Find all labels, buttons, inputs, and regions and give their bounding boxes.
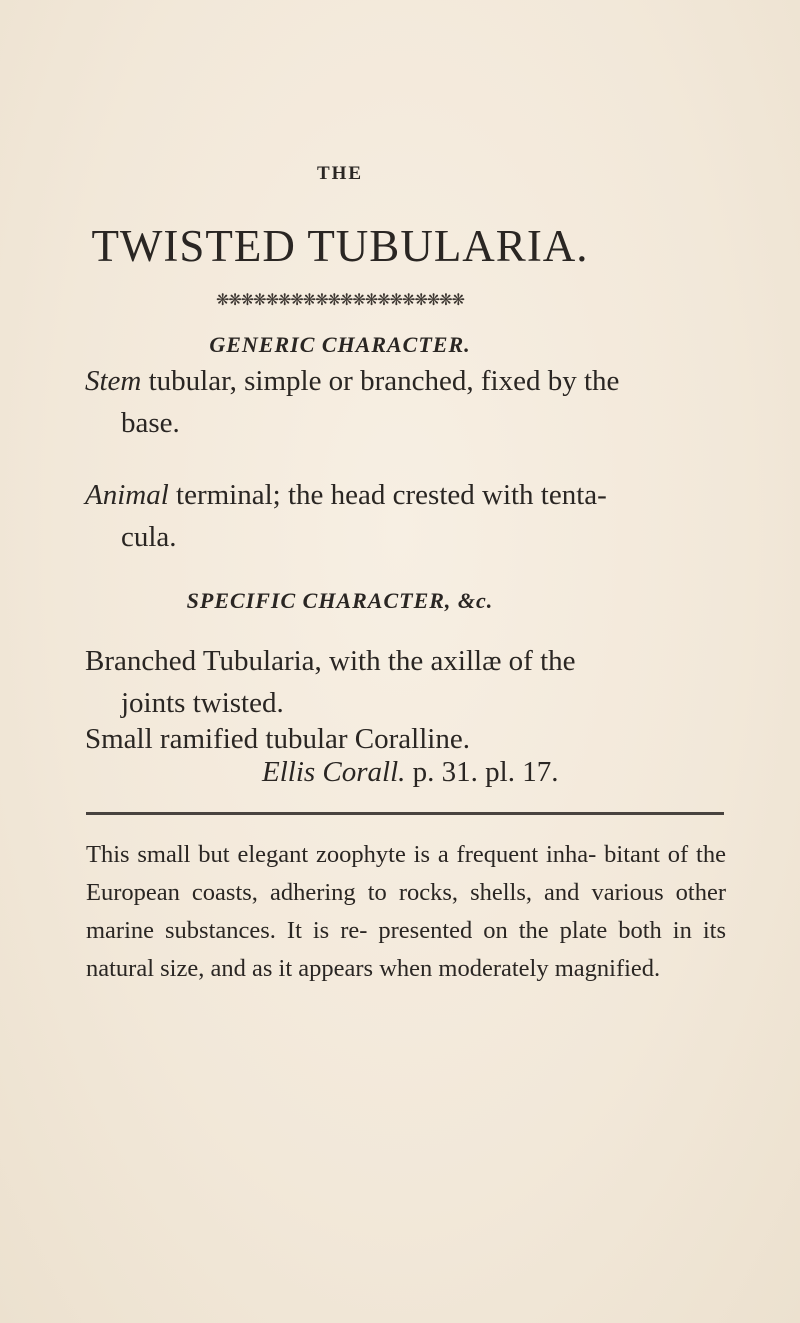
- heading-the: THE: [316, 163, 364, 184]
- stem-text-line2: base.: [121, 407, 180, 439]
- stem-text-line1: tubular, simple or branched, fixed by the: [141, 365, 620, 397]
- animal-term: Animal: [85, 479, 169, 511]
- animal-text-line2: cula.: [121, 521, 177, 553]
- stem-description: [85, 360, 725, 444]
- description-paragraph: This small but elegant zoophyte is a frequent inha- bitant of the European coasts, adhering to rocks, shells, and various other marine substances. It is re- presented on the plate both in its natural size, and as it appears when moderately magnified.: [86, 841, 726, 982]
- ellis-plate-ref: p. 31. pl. 17.: [405, 756, 559, 788]
- small-coralline-description: Small ramified tubular Coralline.: [85, 723, 470, 755]
- stem-term: Stem: [85, 365, 142, 397]
- ellis-reference: [262, 756, 558, 789]
- animal-description: [85, 474, 725, 558]
- page-title: TWISTED TUBULARIA.: [91, 221, 589, 271]
- ellis-name: Ellis Corall.: [262, 756, 406, 788]
- branched-text-line1: Branched Tubularia, with the axillæ of the: [85, 645, 576, 677]
- rule-divider: [86, 812, 724, 815]
- generic-character-heading: GENERIC CHARACTER.: [209, 332, 471, 357]
- branched-text-line2: joints twisted.: [121, 687, 284, 719]
- ornament-divider: ❋❋❋❋❋❋❋❋❋❋❋❋❋❋❋❋❋❋❋❋: [215, 292, 465, 309]
- branched-description: [85, 640, 725, 724]
- animal-text-line1: terminal; the head crested with tenta-: [168, 479, 607, 511]
- specific-character-heading: SPECIFIC CHARACTER, &c.: [186, 588, 494, 613]
